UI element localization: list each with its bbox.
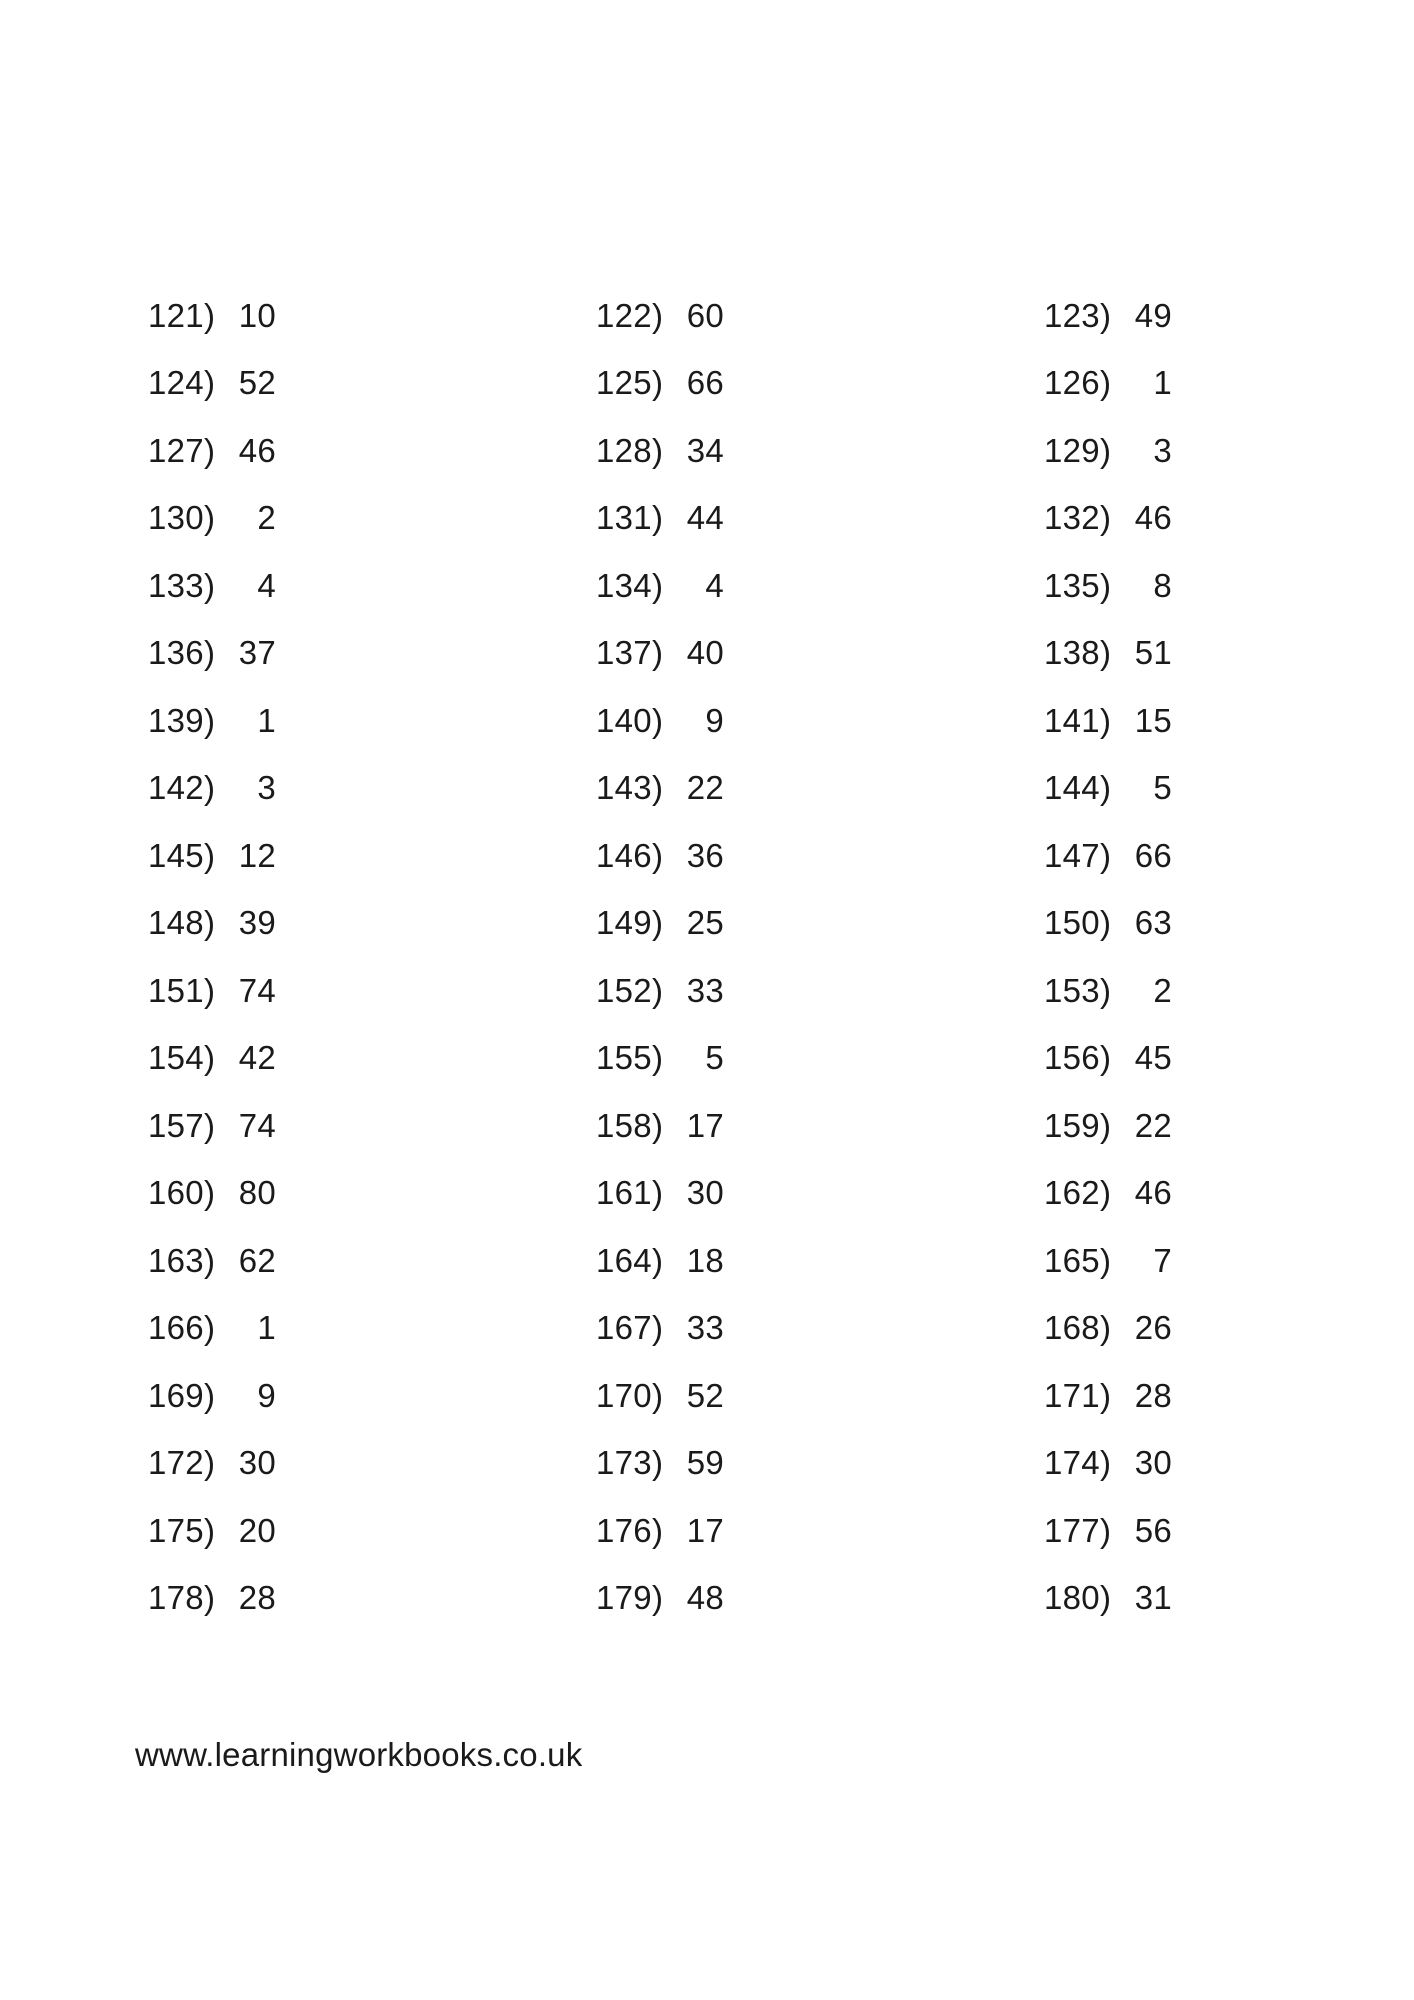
answer-item <box>148 552 596 620</box>
answer-number: 141) <box>1044 701 1112 739</box>
answer-item <box>596 890 1044 958</box>
answer-value: 52 <box>686 1376 724 1414</box>
answer-item <box>1044 957 1414 1025</box>
answer-value: 74 <box>238 971 276 1009</box>
answer-grid <box>0 282 1414 1632</box>
answer-item <box>148 1565 596 1633</box>
answer-value: 33 <box>686 1309 724 1347</box>
answer-value: 66 <box>1134 836 1172 874</box>
answer-item <box>596 1362 1044 1430</box>
answer-item <box>596 1025 1044 1093</box>
answer-number: 134) <box>596 566 664 604</box>
answer-value: 56 <box>1134 1511 1172 1549</box>
answer-number: 145) <box>148 836 216 874</box>
answer-number: 162) <box>1044 1174 1112 1212</box>
answer-item <box>596 620 1044 688</box>
answer-value: 74 <box>238 1106 276 1144</box>
answer-value: 2 <box>1153 971 1172 1009</box>
answer-item <box>148 1295 596 1363</box>
answer-number: 148) <box>148 904 216 942</box>
answer-value: 25 <box>686 904 724 942</box>
answer-item <box>596 687 1044 755</box>
answer-number: 173) <box>596 1444 664 1482</box>
answer-value: 30 <box>1134 1444 1172 1482</box>
answer-number: 127) <box>148 431 216 469</box>
answer-value: 5 <box>1153 769 1172 807</box>
answer-item <box>1044 417 1414 485</box>
answer-number: 147) <box>1044 836 1112 874</box>
answer-item <box>596 282 1044 350</box>
answer-number: 171) <box>1044 1376 1112 1414</box>
answer-value: 49 <box>1134 296 1172 334</box>
answer-value: 37 <box>238 634 276 672</box>
answer-item <box>148 890 596 958</box>
answer-item <box>596 822 1044 890</box>
answer-value: 42 <box>238 1039 276 1077</box>
answer-value: 40 <box>686 634 724 672</box>
answer-item <box>1044 350 1414 418</box>
answer-item <box>1044 687 1414 755</box>
answer-item <box>596 1430 1044 1498</box>
answer-number: 154) <box>148 1039 216 1077</box>
answer-item <box>148 1025 596 1093</box>
answer-item <box>148 822 596 890</box>
answer-value: 33 <box>686 971 724 1009</box>
answer-item <box>148 620 596 688</box>
answer-number: 123) <box>1044 296 1112 334</box>
answer-number: 166) <box>148 1309 216 1347</box>
answer-number: 129) <box>1044 431 1112 469</box>
answer-item <box>596 485 1044 553</box>
answer-item <box>1044 1227 1414 1295</box>
answer-value: 44 <box>686 499 724 537</box>
answer-item <box>148 1430 596 1498</box>
answer-number: 151) <box>148 971 216 1009</box>
answer-number: 179) <box>596 1579 664 1617</box>
answer-number: 137) <box>596 634 664 672</box>
answer-value: 1 <box>257 701 276 739</box>
answer-value: 46 <box>1134 1174 1172 1212</box>
answer-number: 172) <box>148 1444 216 1482</box>
answer-value: 36 <box>686 836 724 874</box>
answer-value: 52 <box>238 364 276 402</box>
answer-number: 124) <box>148 364 216 402</box>
answer-value: 62 <box>238 1241 276 1279</box>
answer-number: 165) <box>1044 1241 1112 1279</box>
answer-value: 15 <box>1134 701 1172 739</box>
answer-number: 160) <box>148 1174 216 1212</box>
answer-item <box>148 1497 596 1565</box>
answer-item <box>596 755 1044 823</box>
answer-number: 136) <box>148 634 216 672</box>
answer-value: 3 <box>257 769 276 807</box>
answer-number: 163) <box>148 1241 216 1279</box>
answer-number: 143) <box>596 769 664 807</box>
answer-item <box>596 1295 1044 1363</box>
answer-item <box>1044 1025 1414 1093</box>
answer-number: 125) <box>596 364 664 402</box>
answer-item <box>596 1565 1044 1633</box>
answer-item <box>1044 282 1414 350</box>
answer-value: 17 <box>686 1106 724 1144</box>
answer-item <box>1044 1092 1414 1160</box>
answer-item <box>596 1227 1044 1295</box>
answer-value: 26 <box>1134 1309 1172 1347</box>
answer-value: 59 <box>686 1444 724 1482</box>
answer-item <box>1044 1362 1414 1430</box>
answer-number: 126) <box>1044 364 1112 402</box>
answer-value: 3 <box>1153 431 1172 469</box>
answer-value: 30 <box>686 1174 724 1212</box>
answer-value: 22 <box>686 769 724 807</box>
answer-number: 138) <box>1044 634 1112 672</box>
answer-value: 66 <box>686 364 724 402</box>
answer-number: 159) <box>1044 1106 1112 1144</box>
answer-number: 144) <box>1044 769 1112 807</box>
answer-value: 31 <box>1134 1579 1172 1617</box>
answer-value: 80 <box>238 1174 276 1212</box>
answer-value: 28 <box>238 1579 276 1617</box>
answer-value: 28 <box>1134 1376 1172 1414</box>
answer-number: 161) <box>596 1174 664 1212</box>
answer-number: 133) <box>148 566 216 604</box>
answer-number: 170) <box>596 1376 664 1414</box>
answer-item <box>148 1227 596 1295</box>
answer-value: 10 <box>238 296 276 334</box>
answer-item <box>148 687 596 755</box>
answer-item <box>148 350 596 418</box>
answer-number: 130) <box>148 499 216 537</box>
answer-value: 48 <box>686 1579 724 1617</box>
answer-value: 63 <box>1134 904 1172 942</box>
answer-item <box>596 350 1044 418</box>
answer-number: 139) <box>148 701 216 739</box>
answer-value: 46 <box>238 431 276 469</box>
answer-number: 157) <box>148 1106 216 1144</box>
answer-value: 12 <box>238 836 276 874</box>
answer-number: 153) <box>1044 971 1112 1009</box>
answer-item <box>1044 552 1414 620</box>
answer-number: 167) <box>596 1309 664 1347</box>
answer-item <box>1044 890 1414 958</box>
answer-value: 39 <box>238 904 276 942</box>
answer-item <box>148 755 596 823</box>
answer-value: 9 <box>705 701 724 739</box>
answer-number: 174) <box>1044 1444 1112 1482</box>
answer-value: 60 <box>686 296 724 334</box>
answer-number: 142) <box>148 769 216 807</box>
answer-item <box>148 1362 596 1430</box>
answer-value: 8 <box>1153 566 1172 604</box>
answer-item <box>1044 1295 1414 1363</box>
answer-item <box>1044 1565 1414 1633</box>
answer-number: 140) <box>596 701 664 739</box>
answer-number: 122) <box>596 296 664 334</box>
answer-item <box>596 1160 1044 1228</box>
answer-item <box>1044 620 1414 688</box>
answer-number: 121) <box>148 296 216 334</box>
answer-item <box>596 1497 1044 1565</box>
answer-number: 164) <box>596 1241 664 1279</box>
answer-value: 18 <box>686 1241 724 1279</box>
answer-number: 128) <box>596 431 664 469</box>
answer-item <box>148 485 596 553</box>
answer-item <box>1044 1160 1414 1228</box>
answer-number: 155) <box>596 1039 664 1077</box>
answer-value: 46 <box>1134 499 1172 537</box>
answer-number: 175) <box>148 1511 216 1549</box>
answer-number: 176) <box>596 1511 664 1549</box>
answer-number: 156) <box>1044 1039 1112 1077</box>
answer-item <box>596 552 1044 620</box>
answer-number: 177) <box>1044 1511 1112 1549</box>
answer-item <box>148 417 596 485</box>
answer-value: 17 <box>686 1511 724 1549</box>
answer-number: 168) <box>1044 1309 1112 1347</box>
answer-number: 169) <box>148 1376 216 1414</box>
answer-item <box>148 957 596 1025</box>
answer-value: 2 <box>257 499 276 537</box>
answer-value: 7 <box>1153 1241 1172 1279</box>
answer-item <box>1044 1497 1414 1565</box>
answer-number: 158) <box>596 1106 664 1144</box>
answer-value: 20 <box>238 1511 276 1549</box>
answer-value: 9 <box>257 1376 276 1414</box>
answer-item <box>148 1092 596 1160</box>
answer-value: 4 <box>257 566 276 604</box>
answer-value: 4 <box>705 566 724 604</box>
answer-item <box>1044 1430 1414 1498</box>
answer-value: 51 <box>1134 634 1172 672</box>
answer-value: 34 <box>686 431 724 469</box>
answer-item <box>1044 755 1414 823</box>
answer-number: 131) <box>596 499 664 537</box>
answer-number: 150) <box>1044 904 1112 942</box>
answer-number: 178) <box>148 1579 216 1617</box>
answer-number: 132) <box>1044 499 1112 537</box>
answer-number: 146) <box>596 836 664 874</box>
answer-value: 1 <box>257 1309 276 1347</box>
answer-value: 30 <box>238 1444 276 1482</box>
answer-item <box>1044 822 1414 890</box>
answer-item <box>596 417 1044 485</box>
answer-number: 135) <box>1044 566 1112 604</box>
answer-item <box>148 282 596 350</box>
answer-value: 22 <box>1134 1106 1172 1144</box>
answer-item <box>148 1160 596 1228</box>
answer-item <box>1044 485 1414 553</box>
answer-value: 45 <box>1134 1039 1172 1077</box>
answer-number: 152) <box>596 971 664 1009</box>
answer-number: 180) <box>1044 1579 1112 1617</box>
answer-number: 149) <box>596 904 664 942</box>
footer-url: www.learningworkbooks.co.uk <box>135 1736 583 1773</box>
answer-item <box>596 957 1044 1025</box>
answer-value: 1 <box>1153 364 1172 402</box>
answer-item <box>596 1092 1044 1160</box>
answer-value: 5 <box>705 1039 724 1077</box>
